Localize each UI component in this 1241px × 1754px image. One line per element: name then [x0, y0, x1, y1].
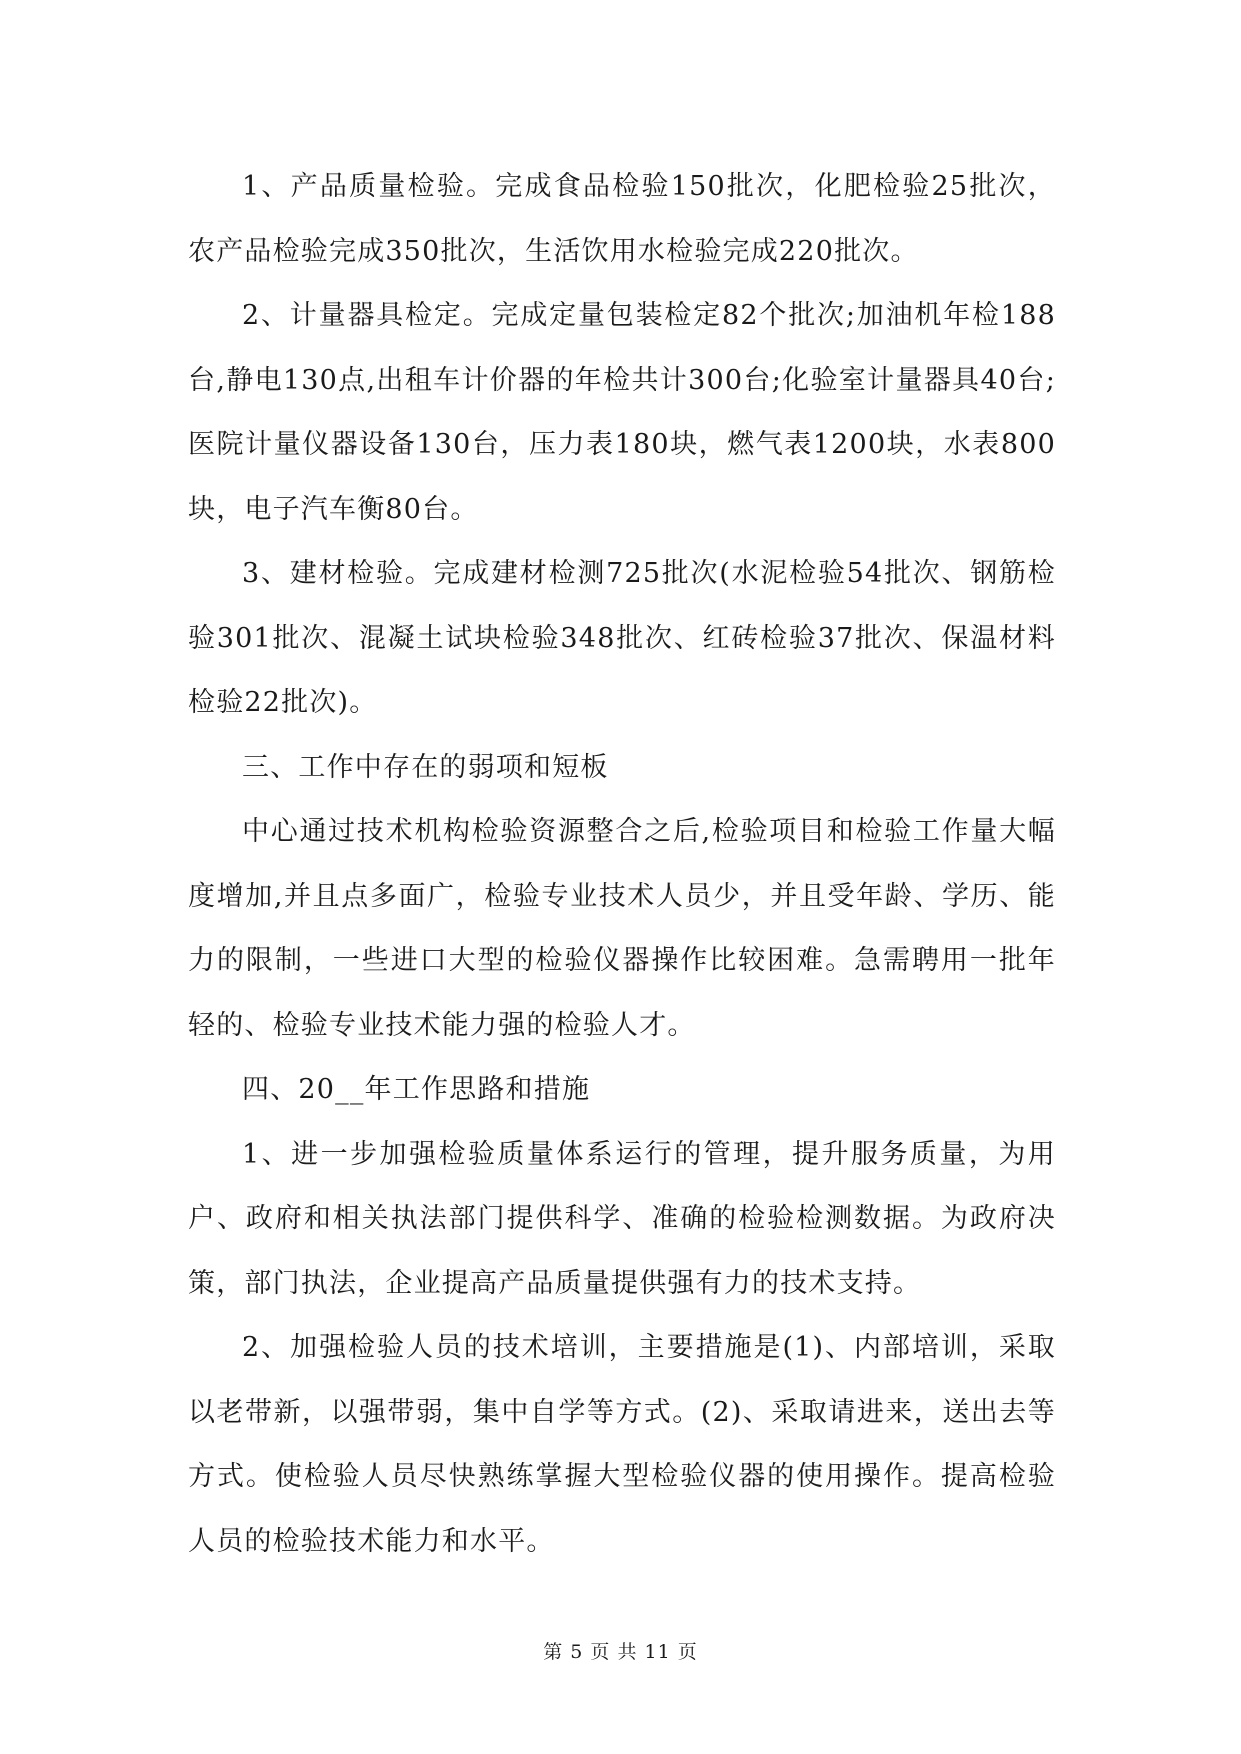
paragraph-building-materials-inspection: 3、建材检验。完成建材检测725批次(水泥检验54批次、钢筋检验301批次、混凝土试块检验348批次、红砖检验37批次、保温材料检验22批次)。 [188, 558, 1056, 718]
section-heading-work-plan: 四、20__年工作思路和措施 [242, 1074, 591, 1105]
paragraph-plan-staff-training: 2、加强检验人员的技术培训，主要措施是(1)、内部培训，采取以老带新，以强带弱，集中自学等方式。(2)、采取请进来，送出去等方式。使检验人员尽快熟练掌握大型检验仪器的使用操作。提高检验人员的检验技术能力和水平。 [188, 1332, 1056, 1557]
paragraph-product-quality-inspection: 1、产品质量检验。完成食品检验150批次，化肥检验25批次，农产品检验完成350批次，生活饮用水检验完成220批次。 [188, 171, 1056, 267]
document-body [188, 155, 1056, 1574]
page-number-footer: 第 5 页 共 11 页 [543, 1641, 698, 1663]
paragraph-weaknesses: 中心通过技术机构检验资源整合之后,检验项目和检验工作量大幅度增加,并且点多面广，检验专业技术人员少，并且受年龄、学历、能力的限制，一些进口大型的检验仪器操作比较困难。急需聘用一批年轻的、检验专业技术能力强的检验人才。 [188, 816, 1056, 1041]
section-heading-weaknesses: 三、工作中存在的弱项和短板 [242, 751, 609, 783]
paragraph-metrology-verification: 2、计量器具检定。完成定量包装检定82个批次;加油机年检188台,静电130点,出租车计价器的年检共计300台;化验室计量器具40台;医院计量仪器设备130台，压力表180块，燃气表1200块，水表800块，电子汽车衡80台。 [188, 300, 1056, 525]
paragraph-plan-quality-management: 1、进一步加强检验质量体系运行的管理，提升服务质量，为用户、政府和相关执法部门提供科学、准确的检验检测数据。为政府决策，部门执法，企业提高产品质量提供强有力的技术支持。 [188, 1138, 1056, 1299]
